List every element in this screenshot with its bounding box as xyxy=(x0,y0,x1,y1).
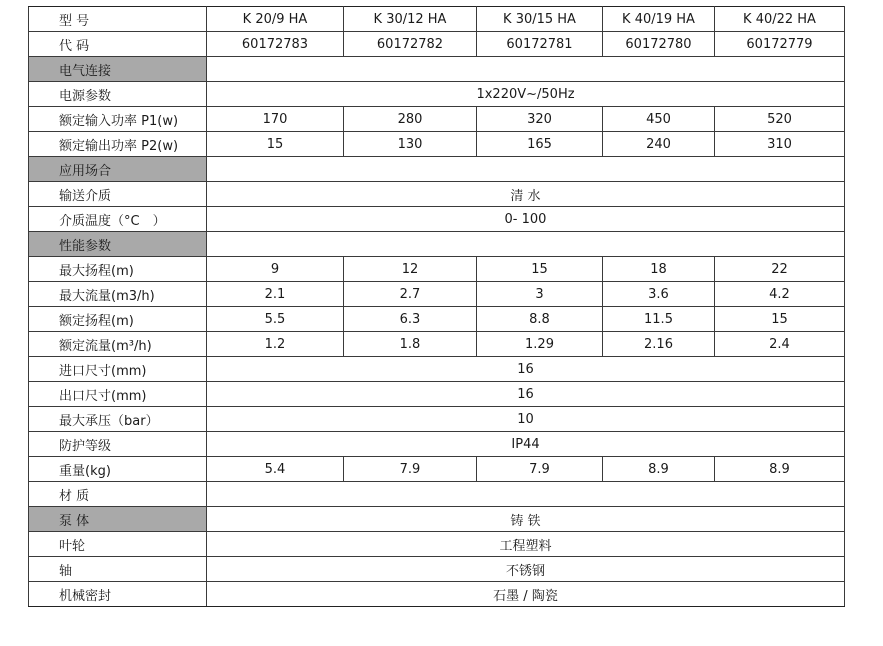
table-cell: 165 xyxy=(477,132,603,157)
section-blank-cell xyxy=(207,157,845,182)
section-blank-cell xyxy=(207,232,845,257)
table-row xyxy=(29,482,845,507)
table-cell: K 40/19 HA xyxy=(603,7,715,32)
row-label: 代 码 xyxy=(29,32,207,57)
table-cell: 8.8 xyxy=(477,307,603,332)
table-row xyxy=(29,107,845,132)
table-cell: 2.16 xyxy=(603,332,715,357)
table-cell: 15 xyxy=(207,132,344,157)
row-label: 最大流量(m3/h) xyxy=(29,282,207,307)
table-row xyxy=(29,332,845,357)
table-row xyxy=(29,7,845,32)
spanning-cell: 10 xyxy=(207,407,845,432)
table-cell: 450 xyxy=(603,107,715,132)
table-cell: 5.4 xyxy=(207,457,344,482)
table-cell: 5.5 xyxy=(207,307,344,332)
row-label: 性能参数 xyxy=(29,232,207,257)
table-cell: 1.8 xyxy=(344,332,477,357)
spanning-cell: 16 xyxy=(207,357,845,382)
table-cell: 8.9 xyxy=(603,457,715,482)
row-label: 最大承压（bar） xyxy=(29,407,207,432)
table-row xyxy=(29,457,845,482)
spanning-cell: 1x220V~/50Hz xyxy=(207,82,845,107)
table-cell: 18 xyxy=(603,257,715,282)
table-cell: 130 xyxy=(344,132,477,157)
table-cell: 60172779 xyxy=(715,32,845,57)
table-cell: 280 xyxy=(344,107,477,132)
table-cell: 7.9 xyxy=(344,457,477,482)
row-label: 额定输出功率 P2(w) xyxy=(29,132,207,157)
table-row xyxy=(29,557,845,582)
table-cell: 1.2 xyxy=(207,332,344,357)
table-cell: 240 xyxy=(603,132,715,157)
row-label: 轴 xyxy=(29,557,207,582)
row-label: 最大扬程(m) xyxy=(29,257,207,282)
table-cell: K 30/15 HA xyxy=(477,7,603,32)
table-cell: 22 xyxy=(715,257,845,282)
table-row xyxy=(29,307,845,332)
row-label: 电气连接 xyxy=(29,57,207,82)
table-cell: 15 xyxy=(715,307,845,332)
row-label: 机械密封 xyxy=(29,582,207,607)
row-label: 出口尺寸(mm) xyxy=(29,382,207,407)
row-label: 介质温度（°C ） xyxy=(29,207,207,232)
table-cell: 3 xyxy=(477,282,603,307)
table-cell: K 20/9 HA xyxy=(207,7,344,32)
table-cell: 170 xyxy=(207,107,344,132)
spanning-cell: 不锈钢 xyxy=(207,557,845,582)
spec-table-body xyxy=(29,7,845,607)
table-cell: 15 xyxy=(477,257,603,282)
spanning-cell xyxy=(207,482,845,507)
spanning-cell: 16 xyxy=(207,382,845,407)
table-row xyxy=(29,382,845,407)
row-label: 额定输入功率 P1(w) xyxy=(29,107,207,132)
spanning-cell: 工程塑料 xyxy=(207,532,845,557)
table-row xyxy=(29,57,845,82)
table-cell: 60172781 xyxy=(477,32,603,57)
table-row xyxy=(29,507,845,532)
table-cell: 520 xyxy=(715,107,845,132)
row-label: 防护等级 xyxy=(29,432,207,457)
spanning-cell: 清 水 xyxy=(207,182,845,207)
spanning-cell: 石墨 / 陶瓷 xyxy=(207,582,845,607)
spanning-cell: 0- 100 xyxy=(207,207,845,232)
table-row xyxy=(29,82,845,107)
table-cell: 320 xyxy=(477,107,603,132)
spec-table xyxy=(28,6,845,607)
row-label: 输送介质 xyxy=(29,182,207,207)
table-cell: 11.5 xyxy=(603,307,715,332)
table-cell: 8.9 xyxy=(715,457,845,482)
table-cell: 60172783 xyxy=(207,32,344,57)
table-cell: 1.29 xyxy=(477,332,603,357)
table-cell: 60172780 xyxy=(603,32,715,57)
table-row xyxy=(29,32,845,57)
table-cell: 12 xyxy=(344,257,477,282)
table-row xyxy=(29,582,845,607)
table-cell: 310 xyxy=(715,132,845,157)
row-label: 进口尺寸(mm) xyxy=(29,357,207,382)
table-cell: 2.1 xyxy=(207,282,344,307)
row-label: 泵 体 xyxy=(29,507,207,532)
table-cell: K 30/12 HA xyxy=(344,7,477,32)
table-row xyxy=(29,182,845,207)
table-cell: 3.6 xyxy=(603,282,715,307)
table-cell: 60172782 xyxy=(344,32,477,57)
table-row xyxy=(29,207,845,232)
table-row xyxy=(29,532,845,557)
table-row xyxy=(29,357,845,382)
row-label: 叶轮 xyxy=(29,532,207,557)
table-cell: 6.3 xyxy=(344,307,477,332)
table-cell: 9 xyxy=(207,257,344,282)
spanning-cell: IP44 xyxy=(207,432,845,457)
row-label: 重量(kg) xyxy=(29,457,207,482)
section-blank-cell xyxy=(207,57,845,82)
table-row xyxy=(29,282,845,307)
row-label: 材 质 xyxy=(29,482,207,507)
table-cell: 7.9 xyxy=(477,457,603,482)
table-row xyxy=(29,157,845,182)
spanning-cell: 铸 铁 xyxy=(207,507,845,532)
row-label: 电源参数 xyxy=(29,82,207,107)
table-row xyxy=(29,232,845,257)
row-label: 型 号 xyxy=(29,7,207,32)
row-label: 应用场合 xyxy=(29,157,207,182)
table-cell: K 40/22 HA xyxy=(715,7,845,32)
row-label: 额定流量(m³/h) xyxy=(29,332,207,357)
table-row xyxy=(29,407,845,432)
table-row xyxy=(29,257,845,282)
row-label: 额定扬程(m) xyxy=(29,307,207,332)
table-row xyxy=(29,132,845,157)
table-cell: 2.7 xyxy=(344,282,477,307)
table-row xyxy=(29,432,845,457)
table-cell: 4.2 xyxy=(715,282,845,307)
table-cell: 2.4 xyxy=(715,332,845,357)
